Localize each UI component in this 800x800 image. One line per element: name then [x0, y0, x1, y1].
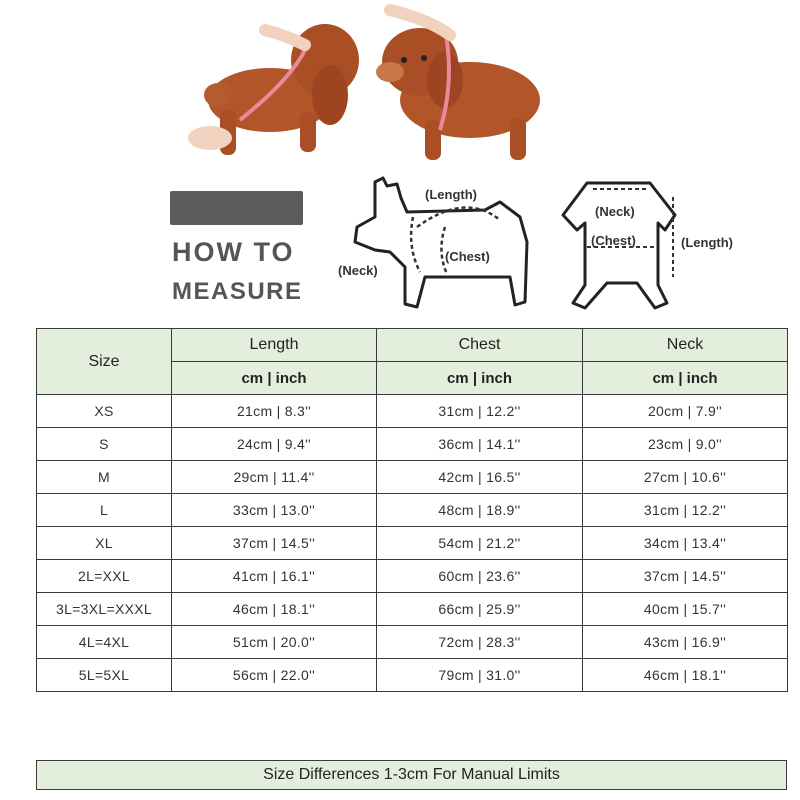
shirt-chest-label: (Chest)	[591, 233, 636, 248]
length-label: (Length)	[425, 187, 477, 202]
length-cell: 29cm | 11.4''	[172, 461, 377, 494]
neck-cell: 43cm | 16.9''	[583, 626, 788, 659]
chest-header: Chest	[377, 329, 583, 362]
table-row	[37, 494, 788, 527]
neck-cell: 37cm | 14.5''	[583, 560, 788, 593]
chest-label: (Chest)	[445, 249, 490, 264]
neck-unit-header: cm | inch	[583, 362, 788, 395]
size-cell: 4L=4XL	[37, 626, 172, 659]
chest-cell: 42cm | 16.5''	[377, 461, 583, 494]
table-row	[37, 428, 788, 461]
chest-cell: 48cm | 18.9''	[377, 494, 583, 527]
neck-cell: 34cm | 13.4''	[583, 527, 788, 560]
chest-cell: 54cm | 21.2''	[377, 527, 583, 560]
dog-measuring-photo	[180, 0, 560, 165]
size-cell: L	[37, 494, 172, 527]
dog-diagram	[335, 172, 535, 317]
table-row	[37, 461, 788, 494]
chest-cell: 60cm | 23.6''	[377, 560, 583, 593]
length-cell: 37cm | 14.5''	[172, 527, 377, 560]
table-header-row	[37, 329, 788, 362]
size-chart-table	[36, 328, 788, 692]
length-cell: 51cm | 20.0''	[172, 626, 377, 659]
chest-cell: 72cm | 28.3''	[377, 626, 583, 659]
how-to-measure-bar	[170, 191, 303, 225]
neck-cell: 20cm | 7.9''	[583, 395, 788, 428]
table-row	[37, 659, 788, 692]
right-poodle-image	[376, 28, 540, 160]
shirt-length-label: (Length)	[681, 235, 733, 250]
size-cell: XS	[37, 395, 172, 428]
length-cell: 46cm | 18.1''	[172, 593, 377, 626]
table-row	[37, 560, 788, 593]
neck-cell: 27cm | 10.6''	[583, 461, 788, 494]
shirt-neck-label: (Neck)	[595, 204, 635, 219]
length-cell: 56cm | 22.0''	[172, 659, 377, 692]
size-cell: 2L=XXL	[37, 560, 172, 593]
neck-cell: 40cm | 15.7''	[583, 593, 788, 626]
table-row	[37, 395, 788, 428]
size-cell: S	[37, 428, 172, 461]
neck-cell: 46cm | 18.1''	[583, 659, 788, 692]
chest-cell: 79cm | 31.0''	[377, 659, 583, 692]
length-header: Length	[172, 329, 377, 362]
chest-cell: 36cm | 14.1''	[377, 428, 583, 461]
neck-cell: 23cm | 9.0''	[583, 428, 788, 461]
length-cell: 24cm | 9.4''	[172, 428, 377, 461]
chest-cell: 31cm | 12.2''	[377, 395, 583, 428]
chest-cell: 66cm | 25.9''	[377, 593, 583, 626]
length-cell: 41cm | 16.1''	[172, 560, 377, 593]
size-cell: 5L=5XL	[37, 659, 172, 692]
neck-label: (Neck)	[338, 263, 378, 278]
length-unit-header: cm | inch	[172, 362, 377, 395]
table-row	[37, 527, 788, 560]
chest-unit-header: cm | inch	[377, 362, 583, 395]
length-cell: 21cm | 8.3''	[172, 395, 377, 428]
table-row	[37, 626, 788, 659]
measure-title: MEASURE	[172, 278, 303, 305]
size-difference-note: Size Differences 1-3cm For Manual Limits	[36, 760, 787, 790]
size-header: Size	[37, 329, 172, 395]
size-cell: 3L=3XL=XXXL	[37, 593, 172, 626]
table-row	[37, 593, 788, 626]
how-to-title: HOW TO	[172, 237, 295, 267]
length-cell: 33cm | 13.0''	[172, 494, 377, 527]
neck-header: Neck	[583, 329, 788, 362]
size-cell: XL	[37, 527, 172, 560]
neck-cell: 31cm | 12.2''	[583, 494, 788, 527]
size-cell: M	[37, 461, 172, 494]
shirt-diagram	[555, 175, 755, 315]
